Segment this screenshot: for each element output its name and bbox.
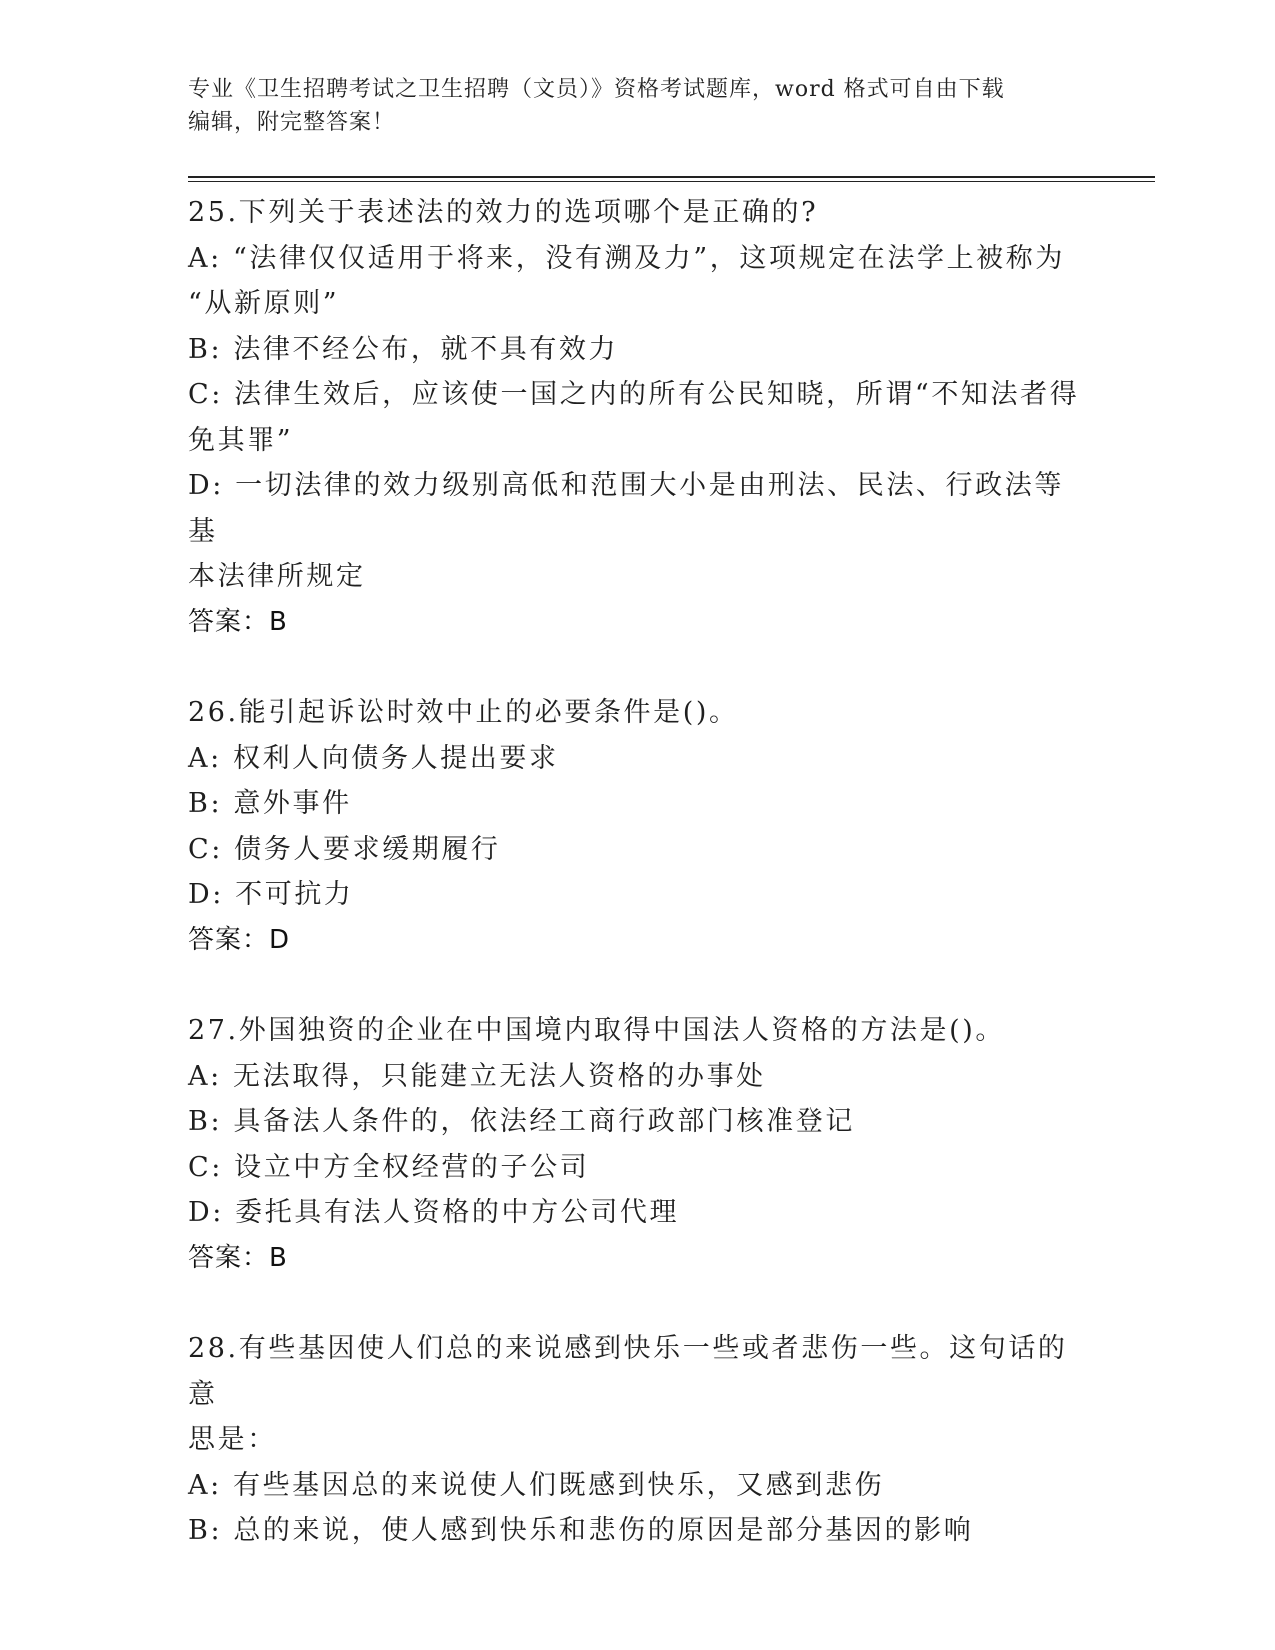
question-stem: 28.有些基因使人们总的来说感到快乐一些或者悲伤一些。这句话的意 [188, 1333, 1068, 1410]
answer-option: D: 不可抗力 [188, 879, 354, 910]
question-stem: 思是： [188, 1424, 277, 1455]
answer-key: 答案：D [188, 924, 291, 955]
answer-option: D: 委托具有法人资格的中方公司代理 [188, 1197, 680, 1228]
answer-option: C: 债务人要求缓期履行 [188, 833, 501, 865]
answer-key: 答案：B [188, 606, 288, 637]
header-line-1: 专业《卫生招聘考试之卫生招聘（文员）》资格考试题库，word 格式可自由下载 [188, 77, 1005, 102]
answer-option: B: 总的来说，使人感到快乐和悲伤的原因是部分基因的影响 [188, 1515, 974, 1546]
answer-option: B: 法律不经公布，就不具有效力 [188, 333, 619, 365]
answer-option: A: 无法取得，只能建立无法人资格的办事处 [188, 1060, 766, 1092]
question-block [188, 1326, 1088, 1554]
answer-option: B: 意外事件 [188, 788, 352, 819]
answer-option: B: 具备法人条件的，依法经工商行政部门核准登记 [188, 1106, 855, 1137]
answer-option: C: 设立中方全权经营的子公司 [188, 1151, 590, 1183]
question-block [188, 190, 1088, 645]
header-divider-thick [188, 176, 1155, 178]
answer-option: “从新原则” [188, 288, 340, 319]
answer-option: 免其罪” [188, 424, 294, 456]
question-stem: 25.下列关于表述法的效力的选项哪个是正确的? [188, 197, 819, 228]
answer-option: D: 一切法律的效力级别高低和范围大小是由刑法、民法、行政法等基 [188, 470, 1064, 547]
header-divider-thin [188, 181, 1155, 182]
answer-key: 答案：B [188, 1242, 288, 1273]
answer-option: A: 有些基因总的来说使人们既感到快乐，又感到悲伤 [188, 1469, 885, 1501]
question-stem: 26.能引起诉讼时效中止的必要条件是()。 [188, 697, 739, 728]
question-stem: 27.外国独资的企业在中国境内取得中国法人资格的方法是()。 [188, 1015, 1006, 1046]
question-list [188, 190, 1088, 1599]
document-header [188, 73, 1088, 139]
answer-option: A: 权利人向债务人提出要求 [188, 742, 559, 774]
question-block [188, 690, 1088, 963]
answer-option: C: 法律生效后，应该使一国之内的所有公民知晓，所谓“不知法者得 [188, 379, 1080, 410]
answer-option: 本法律所规定 [188, 561, 366, 592]
header-line-2: 编辑，附完整答案！ [188, 110, 396, 135]
question-block [188, 1008, 1088, 1281]
answer-option: A: “法律仅仅适用于将来，没有溯及力”，这项规定在法学上被称为 [188, 242, 1065, 274]
